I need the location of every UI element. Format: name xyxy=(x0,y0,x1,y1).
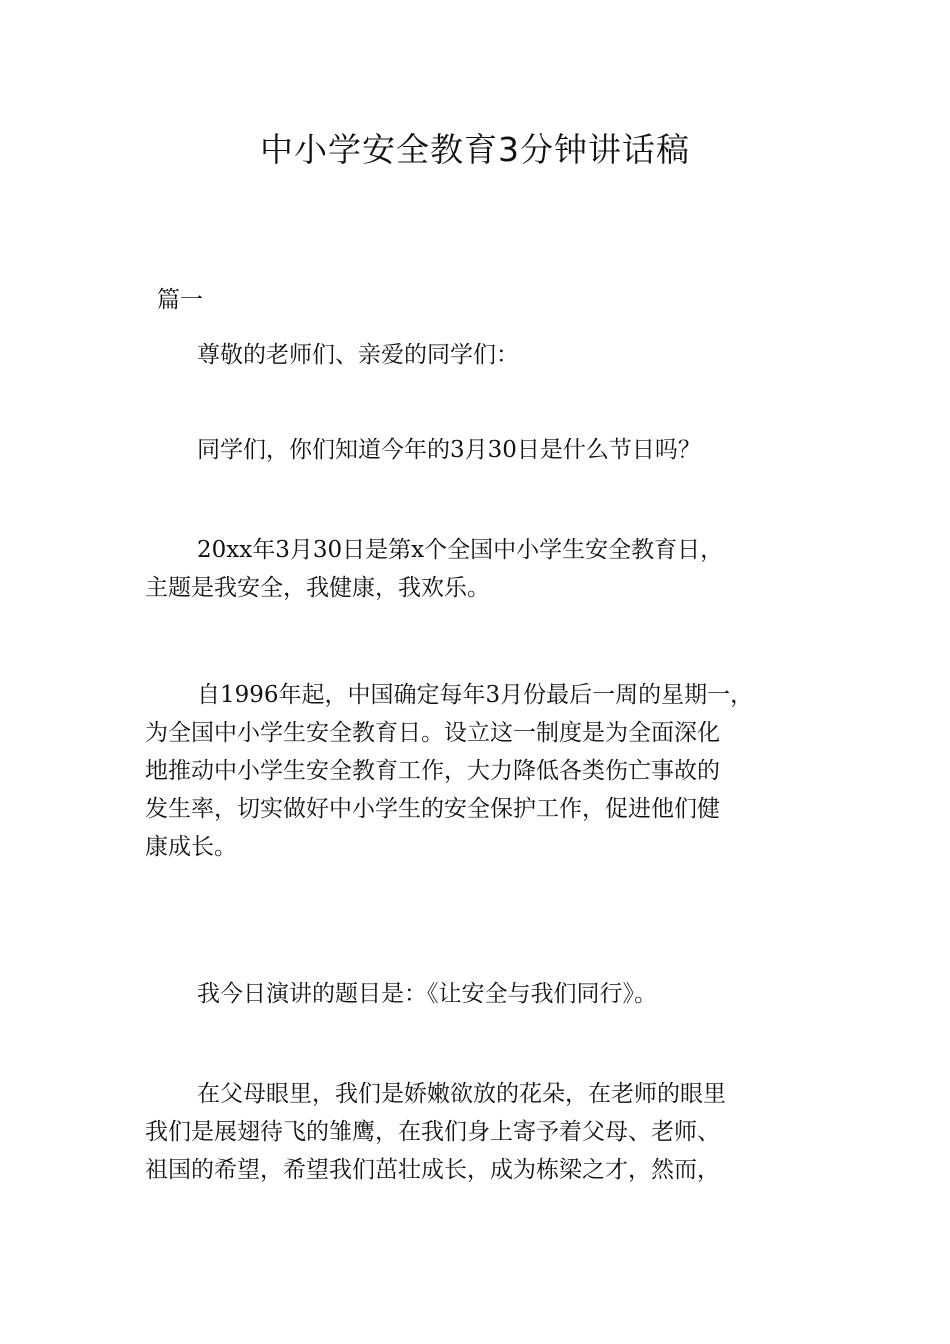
paragraph-line: 康成长。 xyxy=(145,834,237,860)
document-title: 中小学安全教育3分钟讲话稿 xyxy=(260,130,690,169)
paragraph-topic xyxy=(145,975,835,1013)
paragraph-line: 在父母眼里，我们是娇嫩欲放的花朵，在老师的眼里 xyxy=(197,1081,726,1107)
paragraph-line: 我今日演讲的题目是：《让安全与我们同行》。 xyxy=(197,981,657,1007)
paragraph-line: 为全国中小学生安全教育日。设立这一制度是为全面深化 xyxy=(145,720,720,746)
paragraph-line: 我们是展翅待飞的雏鹰，在我们身上寄予着父母、老师、 xyxy=(145,1119,720,1145)
paragraph-line: 主题是我安全，我健康，我欢乐。 xyxy=(145,575,490,601)
paragraph-greeting xyxy=(145,336,835,374)
section-label: 篇一 xyxy=(157,287,203,313)
paragraph-question xyxy=(145,431,835,469)
paragraph-line: 20xx年3月30日是第x个全国中小学生安全教育日， xyxy=(197,537,724,563)
paragraph-theme xyxy=(145,531,835,607)
paragraph-line: 尊敬的老师们、亲爱的同学们： xyxy=(197,342,519,368)
paragraph-history xyxy=(145,676,835,866)
paragraph-line: 发生率，切实做好中小学生的安全保护工作，促进他们健 xyxy=(145,796,720,822)
paragraph-line: 同学们，你们知道今年的3月30日是什么节日吗？ xyxy=(197,437,701,463)
paragraph-line: 地推动中小学生安全教育工作，大力降低各类伤亡事故的 xyxy=(145,758,720,784)
paragraph-line: 自1996年起，中国确定每年3月份最后一周的星期一， xyxy=(197,682,754,708)
paragraph-body xyxy=(145,1075,835,1189)
paragraph-line: 祖国的希望，希望我们茁壮成长，成为栋梁之才，然而， xyxy=(145,1157,720,1183)
